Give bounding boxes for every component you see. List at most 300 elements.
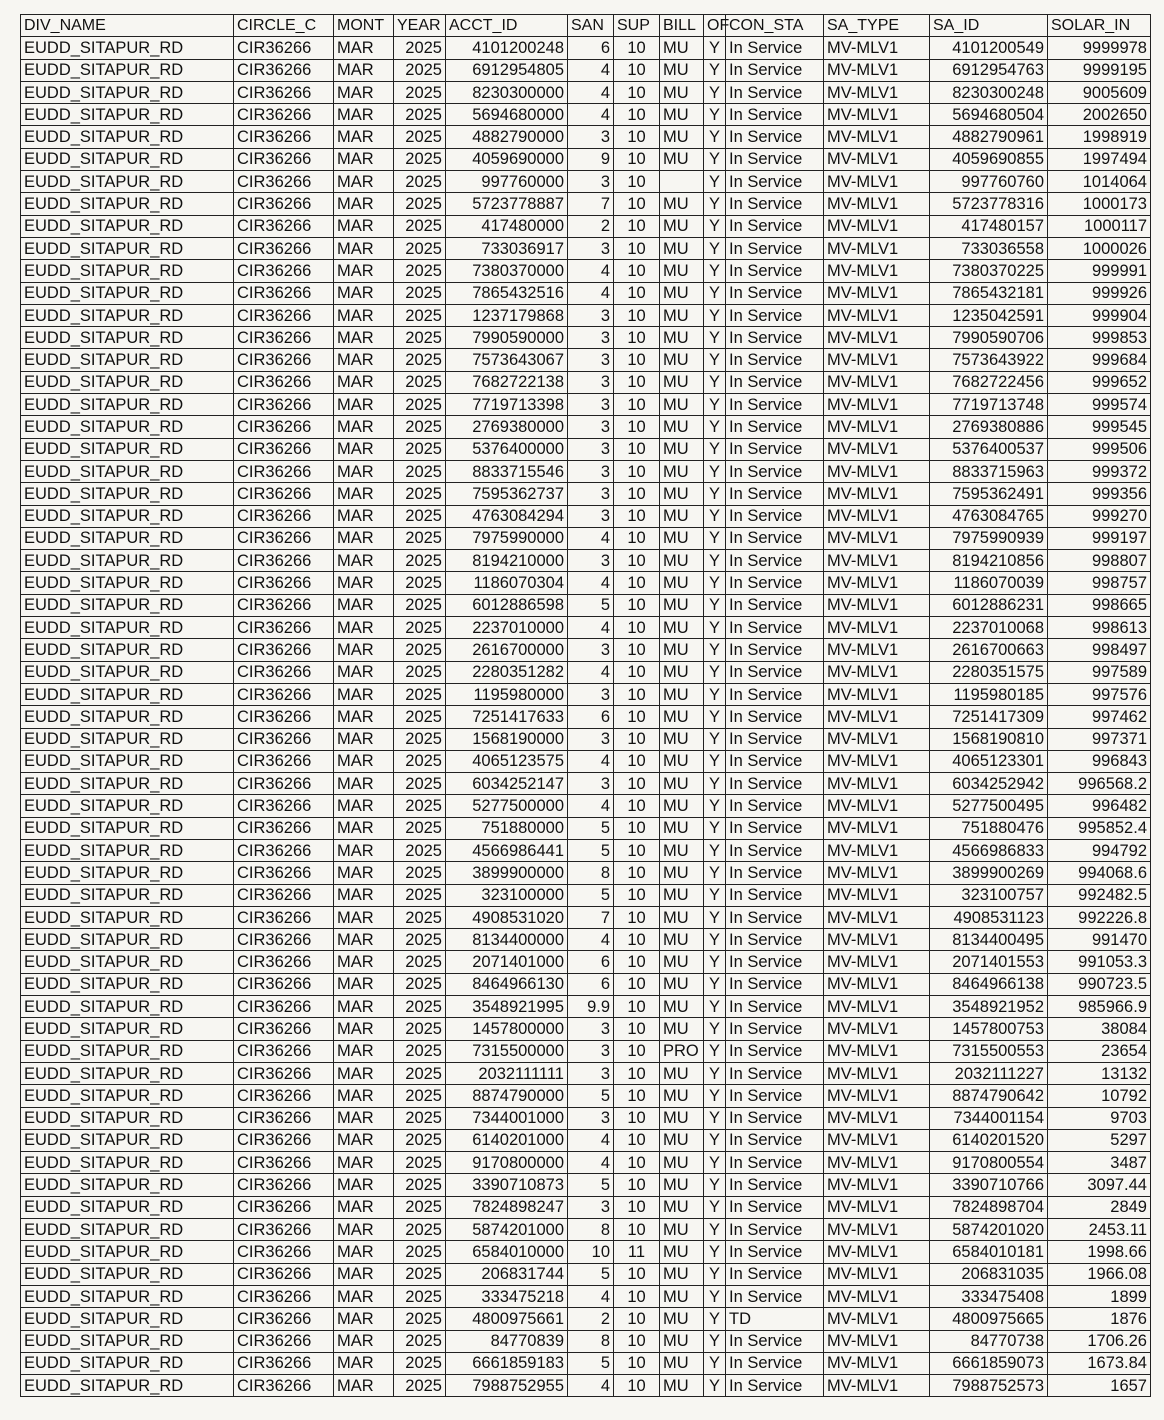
cell-div-name[interactable]: EUDD_SITAPUR_RD (21, 282, 234, 304)
cell-sa-id[interactable]: 323100757 (930, 884, 1048, 906)
cell-bill[interactable]: MU (660, 438, 704, 460)
cell-con-status[interactable]: In Service (726, 728, 824, 750)
cell-sa-id[interactable]: 7990590706 (930, 327, 1048, 349)
cell-bill[interactable]: MU (660, 1107, 704, 1129)
cell-of[interactable]: Y (704, 1152, 726, 1174)
cell-con-status[interactable]: In Service (726, 795, 824, 817)
cell-of[interactable]: Y (704, 483, 726, 505)
cell-san[interactable]: 5 (568, 594, 614, 616)
cell-con-status[interactable]: In Service (726, 371, 824, 393)
cell-div-name[interactable]: EUDD_SITAPUR_RD (21, 37, 234, 59)
cell-con-status[interactable]: In Service (726, 460, 824, 482)
cell-sa-type[interactable]: MV-MLV1 (824, 260, 930, 282)
cell-bill[interactable]: MU (660, 639, 704, 661)
cell-sa-id[interactable]: 5694680504 (930, 104, 1048, 126)
cell-sa-type[interactable]: MV-MLV1 (824, 237, 930, 259)
cell-sup[interactable]: 10 (614, 839, 660, 861)
cell-month[interactable]: MAR (334, 572, 394, 594)
cell-acct-id[interactable]: 5723778887 (446, 193, 568, 215)
cell-solar-in[interactable]: 991053.3 (1048, 951, 1151, 973)
cell-circle[interactable]: CIR36266 (234, 260, 334, 282)
cell-of[interactable]: Y (704, 1219, 726, 1241)
cell-circle[interactable]: CIR36266 (234, 1174, 334, 1196)
cell-con-status[interactable]: In Service (726, 349, 824, 371)
cell-sa-type[interactable]: MV-MLV1 (824, 371, 930, 393)
cell-month[interactable]: MAR (334, 817, 394, 839)
cell-circle[interactable]: CIR36266 (234, 795, 334, 817)
cell-month[interactable]: MAR (334, 304, 394, 326)
cell-div-name[interactable]: EUDD_SITAPUR_RD (21, 1263, 234, 1285)
cell-div-name[interactable]: EUDD_SITAPUR_RD (21, 728, 234, 750)
cell-sup[interactable]: 10 (614, 1285, 660, 1307)
col-header-div-name[interactable]: DIV_NAME (21, 15, 234, 37)
cell-con-status[interactable]: In Service (726, 327, 824, 349)
cell-bill[interactable]: MU (660, 260, 704, 282)
cell-san[interactable]: 4 (568, 1129, 614, 1151)
cell-sup[interactable]: 10 (614, 282, 660, 304)
cell-of[interactable]: Y (704, 661, 726, 683)
cell-sa-type[interactable]: MV-MLV1 (824, 1196, 930, 1218)
cell-bill[interactable]: MU (660, 929, 704, 951)
cell-sa-type[interactable]: MV-MLV1 (824, 349, 930, 371)
cell-div-name[interactable]: EUDD_SITAPUR_RD (21, 1107, 234, 1129)
cell-year[interactable]: 2025 (394, 215, 446, 237)
cell-acct-id[interactable]: 7975990000 (446, 527, 568, 549)
cell-sa-type[interactable]: MV-MLV1 (824, 171, 930, 193)
cell-bill[interactable]: MU (660, 371, 704, 393)
cell-solar-in[interactable]: 997589 (1048, 661, 1151, 683)
cell-sa-type[interactable]: MV-MLV1 (824, 59, 930, 81)
cell-solar-in[interactable]: 999372 (1048, 460, 1151, 482)
cell-circle[interactable]: CIR36266 (234, 148, 334, 170)
cell-year[interactable]: 2025 (394, 817, 446, 839)
cell-circle[interactable]: CIR36266 (234, 1196, 334, 1218)
cell-bill[interactable]: MU (660, 394, 704, 416)
cell-sa-type[interactable]: MV-MLV1 (824, 929, 930, 951)
cell-div-name[interactable]: EUDD_SITAPUR_RD (21, 906, 234, 928)
cell-con-status[interactable]: In Service (726, 215, 824, 237)
cell-san[interactable]: 4 (568, 1375, 614, 1397)
cell-san[interactable]: 8 (568, 862, 614, 884)
cell-sa-type[interactable]: MV-MLV1 (824, 661, 930, 683)
cell-div-name[interactable]: EUDD_SITAPUR_RD (21, 572, 234, 594)
cell-san[interactable]: 6 (568, 973, 614, 995)
cell-con-status[interactable]: In Service (726, 394, 824, 416)
cell-con-status[interactable]: In Service (726, 1107, 824, 1129)
cell-sup[interactable]: 10 (614, 1352, 660, 1374)
cell-circle[interactable]: CIR36266 (234, 839, 334, 861)
cell-solar-in[interactable]: 991470 (1048, 929, 1151, 951)
cell-sup[interactable]: 10 (614, 104, 660, 126)
cell-month[interactable]: MAR (334, 505, 394, 527)
cell-sa-type[interactable]: MV-MLV1 (824, 282, 930, 304)
cell-san[interactable]: 3 (568, 1107, 614, 1129)
cell-of[interactable]: Y (704, 1129, 726, 1151)
cell-acct-id[interactable]: 417480000 (446, 215, 568, 237)
cell-sa-type[interactable]: MV-MLV1 (824, 1085, 930, 1107)
cell-of[interactable]: Y (704, 327, 726, 349)
cell-solar-in[interactable]: 9703 (1048, 1107, 1151, 1129)
cell-acct-id[interactable]: 6140201000 (446, 1129, 568, 1151)
cell-sa-id[interactable]: 4882790961 (930, 126, 1048, 148)
cell-solar-in[interactable]: 9999978 (1048, 37, 1151, 59)
cell-year[interactable]: 2025 (394, 460, 446, 482)
cell-sup[interactable]: 10 (614, 260, 660, 282)
cell-sup[interactable]: 10 (614, 483, 660, 505)
cell-acct-id[interactable]: 7719713398 (446, 394, 568, 416)
cell-sup[interactable]: 10 (614, 817, 660, 839)
cell-san[interactable]: 10 (568, 1241, 614, 1263)
cell-con-status[interactable]: In Service (726, 1152, 824, 1174)
cell-san[interactable]: 3 (568, 304, 614, 326)
cell-sa-type[interactable]: MV-MLV1 (824, 1129, 930, 1151)
cell-of[interactable]: Y (704, 416, 726, 438)
cell-circle[interactable]: CIR36266 (234, 505, 334, 527)
cell-acct-id[interactable]: 997760000 (446, 171, 568, 193)
cell-sa-id[interactable]: 7380370225 (930, 260, 1048, 282)
cell-year[interactable]: 2025 (394, 973, 446, 995)
cell-month[interactable]: MAR (334, 1107, 394, 1129)
cell-san[interactable]: 3 (568, 394, 614, 416)
cell-bill[interactable]: MU (660, 951, 704, 973)
cell-sa-id[interactable]: 1568190810 (930, 728, 1048, 750)
cell-of[interactable]: Y (704, 371, 726, 393)
cell-of[interactable]: Y (704, 795, 726, 817)
cell-sa-id[interactable]: 7719713748 (930, 394, 1048, 416)
cell-div-name[interactable]: EUDD_SITAPUR_RD (21, 996, 234, 1018)
cell-month[interactable]: MAR (334, 1219, 394, 1241)
cell-solar-in[interactable]: 999853 (1048, 327, 1151, 349)
cell-year[interactable]: 2025 (394, 1040, 446, 1062)
cell-circle[interactable]: CIR36266 (234, 1129, 334, 1151)
cell-circle[interactable]: CIR36266 (234, 349, 334, 371)
cell-sa-id[interactable]: 7975990939 (930, 527, 1048, 549)
cell-con-status[interactable]: In Service (726, 951, 824, 973)
cell-of[interactable]: Y (704, 1241, 726, 1263)
cell-of[interactable]: Y (704, 104, 726, 126)
cell-sa-id[interactable]: 751880476 (930, 817, 1048, 839)
cell-acct-id[interactable]: 7251417633 (446, 706, 568, 728)
cell-circle[interactable]: CIR36266 (234, 1285, 334, 1307)
cell-of[interactable]: Y (704, 973, 726, 995)
cell-of[interactable]: Y (704, 260, 726, 282)
cell-sa-id[interactable]: 4908531123 (930, 906, 1048, 928)
cell-bill[interactable]: MU (660, 282, 704, 304)
cell-con-status[interactable]: TD (726, 1308, 824, 1330)
cell-san[interactable]: 4 (568, 260, 614, 282)
cell-con-status[interactable]: In Service (726, 304, 824, 326)
cell-solar-in[interactable]: 1998.66 (1048, 1241, 1151, 1263)
cell-san[interactable]: 3 (568, 1040, 614, 1062)
cell-circle[interactable]: CIR36266 (234, 460, 334, 482)
cell-circle[interactable]: CIR36266 (234, 215, 334, 237)
cell-circle[interactable]: CIR36266 (234, 483, 334, 505)
cell-con-status[interactable]: In Service (726, 126, 824, 148)
cell-san[interactable]: 5 (568, 1352, 614, 1374)
cell-acct-id[interactable]: 8833715546 (446, 460, 568, 482)
cell-sa-id[interactable]: 4101200549 (930, 37, 1048, 59)
cell-acct-id[interactable]: 733036917 (446, 237, 568, 259)
cell-sup[interactable]: 10 (614, 527, 660, 549)
cell-san[interactable]: 4 (568, 929, 614, 951)
cell-sa-type[interactable]: MV-MLV1 (824, 773, 930, 795)
cell-div-name[interactable]: EUDD_SITAPUR_RD (21, 1062, 234, 1084)
cell-sa-id[interactable]: 5376400537 (930, 438, 1048, 460)
cell-bill[interactable]: MU (660, 527, 704, 549)
cell-year[interactable]: 2025 (394, 126, 446, 148)
cell-con-status[interactable]: In Service (726, 81, 824, 103)
cell-sa-id[interactable]: 7595362491 (930, 483, 1048, 505)
cell-circle[interactable]: CIR36266 (234, 371, 334, 393)
cell-div-name[interactable]: EUDD_SITAPUR_RD (21, 884, 234, 906)
cell-san[interactable]: 2 (568, 1308, 614, 1330)
cell-sa-id[interactable]: 7315500553 (930, 1040, 1048, 1062)
cell-con-status[interactable]: In Service (726, 683, 824, 705)
cell-con-status[interactable]: In Service (726, 661, 824, 683)
cell-sa-id[interactable]: 7824898704 (930, 1196, 1048, 1218)
cell-con-status[interactable]: In Service (726, 148, 824, 170)
cell-sup[interactable]: 10 (614, 1375, 660, 1397)
cell-year[interactable]: 2025 (394, 750, 446, 772)
cell-sa-type[interactable]: MV-MLV1 (824, 438, 930, 460)
cell-sup[interactable]: 10 (614, 371, 660, 393)
cell-bill[interactable]: MU (660, 750, 704, 772)
cell-div-name[interactable]: EUDD_SITAPUR_RD (21, 862, 234, 884)
cell-of[interactable]: Y (704, 1174, 726, 1196)
cell-acct-id[interactable]: 2769380000 (446, 416, 568, 438)
cell-circle[interactable]: CIR36266 (234, 973, 334, 995)
cell-con-status[interactable]: In Service (726, 1018, 824, 1040)
cell-con-status[interactable]: In Service (726, 527, 824, 549)
cell-acct-id[interactable]: 7380370000 (446, 260, 568, 282)
cell-solar-in[interactable]: 996843 (1048, 750, 1151, 772)
cell-solar-in[interactable]: 13132 (1048, 1062, 1151, 1084)
col-header-sa-id[interactable]: SA_ID (930, 15, 1048, 37)
cell-sa-type[interactable]: MV-MLV1 (824, 639, 930, 661)
cell-circle[interactable]: CIR36266 (234, 1241, 334, 1263)
cell-acct-id[interactable]: 6661859183 (446, 1352, 568, 1374)
cell-of[interactable]: Y (704, 839, 726, 861)
cell-acct-id[interactable]: 1237179868 (446, 304, 568, 326)
cell-solar-in[interactable]: 996568.2 (1048, 773, 1151, 795)
cell-year[interactable]: 2025 (394, 1285, 446, 1307)
cell-solar-in[interactable]: 38084 (1048, 1018, 1151, 1040)
cell-year[interactable]: 2025 (394, 327, 446, 349)
cell-of[interactable]: Y (704, 1263, 726, 1285)
cell-acct-id[interactable]: 84770839 (446, 1330, 568, 1352)
cell-bill[interactable]: MU (660, 1018, 704, 1040)
cell-month[interactable]: MAR (334, 349, 394, 371)
cell-solar-in[interactable]: 2453.11 (1048, 1219, 1151, 1241)
cell-sa-id[interactable]: 1235042591 (930, 304, 1048, 326)
cell-sup[interactable]: 10 (614, 661, 660, 683)
cell-sa-id[interactable]: 8874790642 (930, 1085, 1048, 1107)
cell-year[interactable]: 2025 (394, 371, 446, 393)
cell-sa-type[interactable]: MV-MLV1 (824, 617, 930, 639)
cell-con-status[interactable]: In Service (726, 171, 824, 193)
cell-of[interactable]: Y (704, 59, 726, 81)
cell-sa-id[interactable]: 8194210856 (930, 550, 1048, 572)
cell-san[interactable]: 5 (568, 1174, 614, 1196)
cell-circle[interactable]: CIR36266 (234, 706, 334, 728)
cell-year[interactable]: 2025 (394, 639, 446, 661)
cell-sup[interactable]: 10 (614, 171, 660, 193)
cell-circle[interactable]: CIR36266 (234, 951, 334, 973)
cell-bill[interactable]: MU (660, 1285, 704, 1307)
col-header-bill[interactable]: BILL (660, 15, 704, 37)
cell-con-status[interactable]: In Service (726, 1174, 824, 1196)
cell-sa-type[interactable]: MV-MLV1 (824, 683, 930, 705)
cell-year[interactable]: 2025 (394, 237, 446, 259)
cell-year[interactable]: 2025 (394, 394, 446, 416)
cell-div-name[interactable]: EUDD_SITAPUR_RD (21, 1241, 234, 1263)
cell-of[interactable]: Y (704, 996, 726, 1018)
cell-of[interactable]: Y (704, 460, 726, 482)
cell-bill[interactable]: MU (660, 706, 704, 728)
cell-acct-id[interactable]: 1195980000 (446, 683, 568, 705)
cell-sa-id[interactable]: 1195980185 (930, 683, 1048, 705)
cell-acct-id[interactable]: 4101200248 (446, 37, 568, 59)
cell-month[interactable]: MAR (334, 683, 394, 705)
cell-bill[interactable]: MU (660, 327, 704, 349)
cell-con-status[interactable]: In Service (726, 37, 824, 59)
cell-year[interactable]: 2025 (394, 260, 446, 282)
cell-div-name[interactable]: EUDD_SITAPUR_RD (21, 416, 234, 438)
cell-solar-in[interactable]: 5297 (1048, 1129, 1151, 1151)
cell-solar-in[interactable]: 999270 (1048, 505, 1151, 527)
cell-san[interactable]: 3 (568, 327, 614, 349)
cell-sa-id[interactable]: 5723778316 (930, 193, 1048, 215)
cell-bill[interactable]: MU (660, 1129, 704, 1151)
cell-con-status[interactable]: In Service (726, 996, 824, 1018)
cell-div-name[interactable]: EUDD_SITAPUR_RD (21, 1085, 234, 1107)
cell-sup[interactable]: 10 (614, 683, 660, 705)
cell-sup[interactable]: 10 (614, 594, 660, 616)
cell-san[interactable]: 3 (568, 773, 614, 795)
cell-con-status[interactable]: In Service (726, 1352, 824, 1374)
cell-san[interactable]: 4 (568, 572, 614, 594)
cell-sa-id[interactable]: 1457800753 (930, 1018, 1048, 1040)
cell-div-name[interactable]: EUDD_SITAPUR_RD (21, 215, 234, 237)
cell-solar-in[interactable]: 998613 (1048, 617, 1151, 639)
cell-san[interactable]: 4 (568, 661, 614, 683)
cell-of[interactable]: Y (704, 906, 726, 928)
cell-circle[interactable]: CIR36266 (234, 1219, 334, 1241)
cell-div-name[interactable]: EUDD_SITAPUR_RD (21, 394, 234, 416)
cell-acct-id[interactable]: 7595362737 (446, 483, 568, 505)
cell-div-name[interactable]: EUDD_SITAPUR_RD (21, 1285, 234, 1307)
cell-bill[interactable]: MU (660, 839, 704, 861)
cell-san[interactable]: 3 (568, 639, 614, 661)
cell-div-name[interactable]: EUDD_SITAPUR_RD (21, 951, 234, 973)
cell-of[interactable]: Y (704, 237, 726, 259)
cell-acct-id[interactable]: 8134400000 (446, 929, 568, 951)
cell-month[interactable]: MAR (334, 706, 394, 728)
cell-bill[interactable] (660, 171, 704, 193)
cell-acct-id[interactable]: 323100000 (446, 884, 568, 906)
cell-of[interactable]: Y (704, 304, 726, 326)
cell-solar-in[interactable]: 999197 (1048, 527, 1151, 549)
cell-acct-id[interactable]: 7344001000 (446, 1107, 568, 1129)
cell-acct-id[interactable]: 3899900000 (446, 862, 568, 884)
cell-solar-in[interactable]: 999652 (1048, 371, 1151, 393)
cell-of[interactable]: Y (704, 550, 726, 572)
cell-year[interactable]: 2025 (394, 1085, 446, 1107)
cell-acct-id[interactable]: 2032111111 (446, 1062, 568, 1084)
cell-circle[interactable]: CIR36266 (234, 1085, 334, 1107)
cell-solar-in[interactable]: 1876 (1048, 1308, 1151, 1330)
cell-circle[interactable]: CIR36266 (234, 862, 334, 884)
cell-div-name[interactable]: EUDD_SITAPUR_RD (21, 237, 234, 259)
cell-acct-id[interactable]: 4800975661 (446, 1308, 568, 1330)
cell-sa-id[interactable]: 84770738 (930, 1330, 1048, 1352)
cell-con-status[interactable]: In Service (726, 550, 824, 572)
cell-sup[interactable]: 10 (614, 706, 660, 728)
cell-of[interactable]: Y (704, 683, 726, 705)
cell-sup[interactable]: 10 (614, 193, 660, 215)
cell-bill[interactable]: MU (660, 862, 704, 884)
cell-sup[interactable]: 10 (614, 884, 660, 906)
cell-year[interactable]: 2025 (394, 1375, 446, 1397)
col-header-solar-in[interactable]: SOLAR_IN (1048, 15, 1151, 37)
cell-div-name[interactable]: EUDD_SITAPUR_RD (21, 839, 234, 861)
cell-bill[interactable]: MU (660, 973, 704, 995)
cell-year[interactable]: 2025 (394, 862, 446, 884)
cell-sa-type[interactable]: MV-MLV1 (824, 795, 930, 817)
cell-of[interactable]: Y (704, 193, 726, 215)
cell-sup[interactable]: 10 (614, 126, 660, 148)
cell-bill[interactable]: MU (660, 728, 704, 750)
cell-sa-type[interactable]: MV-MLV1 (824, 1152, 930, 1174)
cell-month[interactable]: MAR (334, 1285, 394, 1307)
cell-bill[interactable]: MU (660, 572, 704, 594)
cell-con-status[interactable]: In Service (726, 862, 824, 884)
cell-sa-id[interactable]: 333475408 (930, 1285, 1048, 1307)
cell-sa-type[interactable]: MV-MLV1 (824, 728, 930, 750)
cell-acct-id[interactable]: 8464966130 (446, 973, 568, 995)
cell-sa-id[interactable]: 2616700663 (930, 639, 1048, 661)
cell-sa-id[interactable]: 7573643922 (930, 349, 1048, 371)
cell-sup[interactable]: 10 (614, 37, 660, 59)
cell-div-name[interactable]: EUDD_SITAPUR_RD (21, 550, 234, 572)
cell-san[interactable]: 6 (568, 37, 614, 59)
cell-con-status[interactable]: In Service (726, 884, 824, 906)
cell-circle[interactable]: CIR36266 (234, 282, 334, 304)
cell-of[interactable]: Y (704, 282, 726, 304)
cell-month[interactable]: MAR (334, 1196, 394, 1218)
cell-year[interactable]: 2025 (394, 1062, 446, 1084)
cell-year[interactable]: 2025 (394, 37, 446, 59)
cell-acct-id[interactable]: 4763084294 (446, 505, 568, 527)
cell-san[interactable]: 3 (568, 1196, 614, 1218)
cell-year[interactable]: 2025 (394, 839, 446, 861)
cell-month[interactable]: MAR (334, 1375, 394, 1397)
cell-san[interactable]: 3 (568, 371, 614, 393)
cell-div-name[interactable]: EUDD_SITAPUR_RD (21, 59, 234, 81)
cell-year[interactable]: 2025 (394, 706, 446, 728)
cell-solar-in[interactable]: 3097.44 (1048, 1174, 1151, 1196)
cell-sup[interactable]: 10 (614, 1040, 660, 1062)
cell-month[interactable]: MAR (334, 371, 394, 393)
cell-sa-type[interactable]: MV-MLV1 (824, 1308, 930, 1330)
cell-sa-type[interactable]: MV-MLV1 (824, 884, 930, 906)
cell-div-name[interactable]: EUDD_SITAPUR_RD (21, 438, 234, 460)
cell-year[interactable]: 2025 (394, 773, 446, 795)
cell-acct-id[interactable]: 7990590000 (446, 327, 568, 349)
cell-year[interactable]: 2025 (394, 349, 446, 371)
cell-san[interactable]: 2 (568, 215, 614, 237)
cell-bill[interactable]: MU (660, 661, 704, 683)
